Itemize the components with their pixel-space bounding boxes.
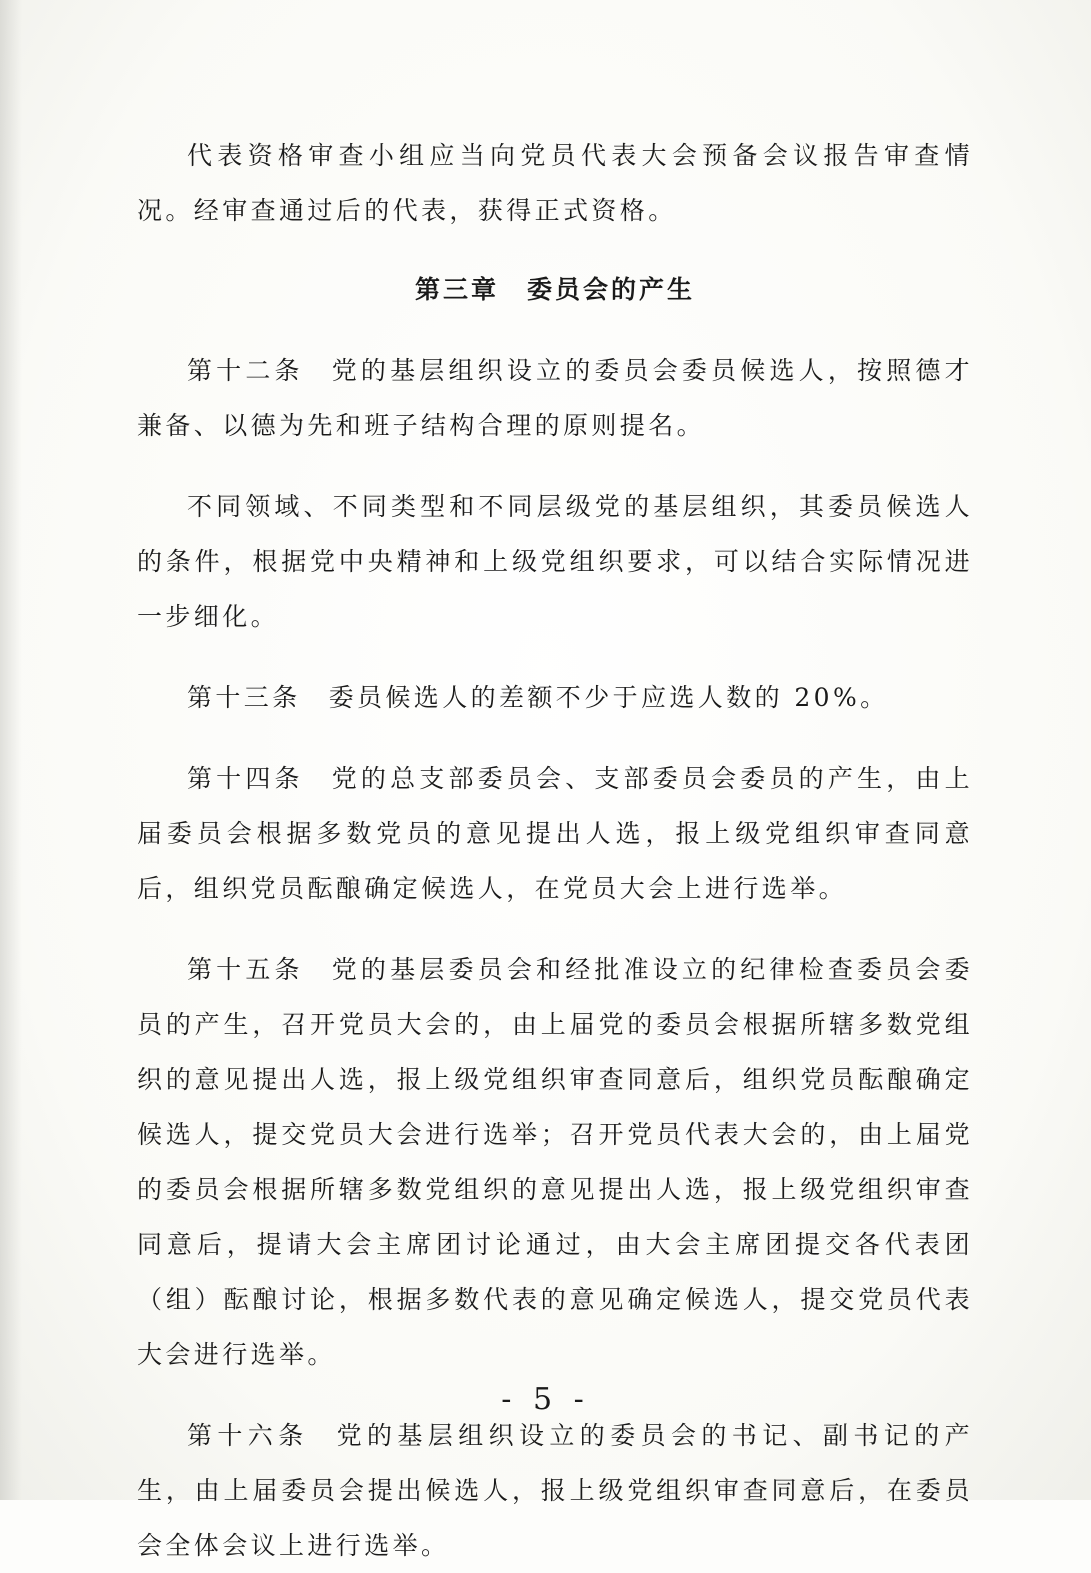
article-13	[137, 670, 973, 725]
article-number: 第十六条	[187, 1421, 309, 1450]
article-text: 党的基层组织设立的委员会委员候选人，按照德才兼备、以德为先和班子结构合理的原则提名。	[137, 356, 973, 440]
article-12	[137, 343, 973, 453]
article-number: 第十二条	[187, 356, 304, 385]
document-body	[137, 128, 973, 1573]
article-text: 党的总支部委员会、支部委员会委员的产生，由上届委员会根据多数党员的意见提出人选，报上级党组织审查同意后，组织党员酝酿确定候选人，在党员大会上进行选举。	[137, 764, 973, 903]
paragraph-qualification-report	[137, 128, 973, 238]
article-number: 第十五条	[187, 955, 304, 984]
page-number: - 5 -	[501, 1382, 590, 1417]
article-16	[137, 1408, 973, 1573]
article-text: 党的基层委员会和经批准设立的纪律检查委员会委员的产生，召开党员大会的，由上届党的委员会根据所辖多数党组织的意见提出人选，报上级党组织审查同意后，组织党员酝酿确定候选人，提交党员大会进行选举；召开党员代表大会的，由上届党的委员会根据所辖多数党组织的意见提出人选，报上级党组织审查同意后，提请大会主席团讨论通过，由大会主席团提交各代表团（组）酝酿讨论，根据多数代表的意见确定候选人，提交党员代表大会进行选举。	[137, 955, 973, 1369]
article-text: 党的基层组织设立的委员会的书记、副书记的产生，由上届委员会提出候选人，报上级党组织审查同意后，在委员会全体会议上进行选举。	[137, 1421, 973, 1560]
article-number: 第十四条	[187, 764, 304, 793]
article-14	[137, 751, 973, 916]
article-number: 第十三条	[187, 683, 301, 712]
paragraph-text: 代表资格审查小组应当向党员代表大会预备会议报告审查情况。经审查通过后的代表，获得正式资格。	[137, 141, 973, 225]
scan-edge-shadow	[0, 0, 22, 1500]
article-15	[137, 942, 973, 1382]
chapter-title: 第三章 委员会的产生	[414, 275, 695, 304]
article-text: 委员候选人的差额不少于应选人数的 20%。	[328, 683, 889, 712]
paragraph-candidate-conditions	[137, 479, 973, 644]
paragraph-text: 不同领域、不同类型和不同层级党的基层组织，其委员候选人的条件，根据党中央精神和上级党组织要求，可以结合实际情况进一步细化。	[137, 492, 973, 631]
